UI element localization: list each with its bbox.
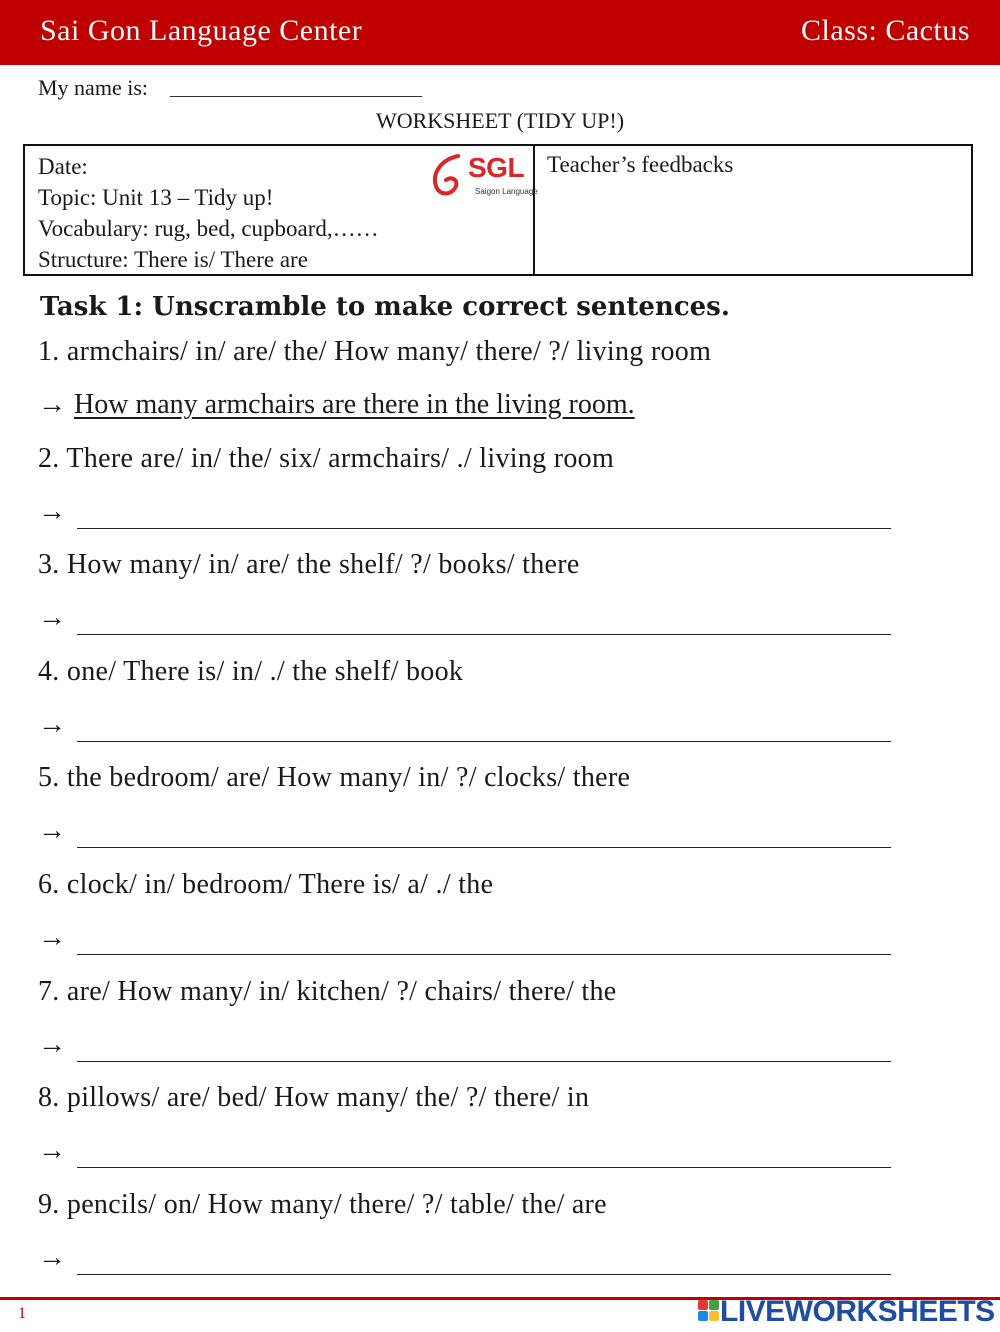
liveworksheets-logo	[698, 1296, 998, 1328]
answer-row	[38, 1242, 74, 1274]
answer-blank-line[interactable]	[77, 954, 891, 955]
question-prompt: 6. clock/ in/ bedroom/ There is/ a/ ./ the	[38, 869, 494, 900]
logo-letters: SGL	[468, 152, 525, 183]
answer-blank-line[interactable]	[77, 741, 891, 742]
question-prompt: 5. the bedroom/ are/ How many/ in/ ?/ clocks/ there	[38, 762, 631, 793]
liveworksheets-brand: LIVEWORKSHEETS	[720, 1295, 995, 1328]
arrow-icon: →	[38, 922, 66, 953]
answer-blank-line[interactable]	[77, 528, 891, 529]
answer-row	[38, 815, 74, 847]
question-prompt: 9. pencils/ on/ How many/ there/ ?/ table/ the/ are	[38, 1189, 607, 1220]
name-label: My name is:	[38, 75, 148, 100]
school-name: Sai Gon Language Center	[40, 14, 363, 47]
info-feedback-cell	[535, 146, 971, 274]
sgl-swoosh-icon	[430, 152, 470, 200]
feedback-label: Teacher’s feedbacks	[547, 152, 734, 177]
arrow-icon: →	[38, 1242, 66, 1273]
arrow-icon: →	[38, 1029, 66, 1060]
sgl-logo	[430, 150, 538, 202]
logo-tagline: Saigon Language	[475, 187, 538, 196]
date-line: Date:	[38, 154, 88, 179]
class-label: Class: Cactus	[801, 14, 970, 47]
structure-line: Structure: There is/ There are	[38, 247, 308, 272]
answer-blank-line[interactable]	[77, 634, 891, 635]
arrow-icon: →	[38, 815, 66, 846]
answer-row	[38, 1135, 74, 1167]
question-prompt: 7. are/ How many/ in/ kitchen/ ?/ chairs/ there/ the	[38, 976, 617, 1007]
answer-row	[38, 1029, 74, 1061]
answer-blank-line[interactable]	[77, 1167, 891, 1168]
example-answer: How many armchairs are there in the living room.	[74, 389, 635, 420]
answer-row	[38, 389, 635, 421]
answer-row	[38, 922, 74, 954]
name-blank-line[interactable]	[170, 72, 422, 97]
page-number: 1	[18, 1305, 26, 1322]
page-header	[0, 0, 1000, 65]
vocabulary-line: Vocabulary: rug, bed, cupboard,……	[38, 216, 379, 241]
worksheet-title: WORKSHEET (TIDY UP!)	[375, 108, 625, 133]
answer-blank-line[interactable]	[77, 1274, 891, 1275]
arrow-icon: →	[38, 1135, 66, 1166]
arrow-icon: →	[38, 602, 66, 633]
arrow-icon: →	[38, 496, 66, 527]
question-prompt: 4. one/ There is/ in/ ./ the shelf/ book	[38, 656, 464, 687]
info-left-cell	[25, 146, 538, 274]
blocks-icon	[698, 1300, 720, 1324]
question-prompt: 1. armchairs/ in/ are/ the/ How many/ there/ ?/ living room	[38, 336, 712, 367]
arrow-icon: →	[38, 709, 66, 740]
name-row	[38, 72, 422, 101]
info-table	[23, 144, 973, 276]
task-title: Task 1: Unscramble to make correct sentences.	[40, 292, 730, 322]
answer-row	[38, 709, 74, 741]
question-prompt: 2. There are/ in/ the/ six/ armchairs/ ./ living room	[38, 443, 615, 474]
answer-blank-line[interactable]	[77, 1061, 891, 1062]
question-prompt: 8. pillows/ are/ bed/ How many/ the/ ?/ there/ in	[38, 1082, 590, 1113]
question-prompt: 3. How many/ in/ are/ the shelf/ ?/ books/ there	[38, 549, 580, 580]
topic-line: Topic: Unit 13 – Tidy up!	[38, 185, 274, 210]
answer-row	[38, 602, 74, 634]
answer-row	[38, 496, 74, 528]
arrow-icon: →	[38, 389, 66, 420]
answer-blank-line[interactable]	[77, 847, 891, 848]
